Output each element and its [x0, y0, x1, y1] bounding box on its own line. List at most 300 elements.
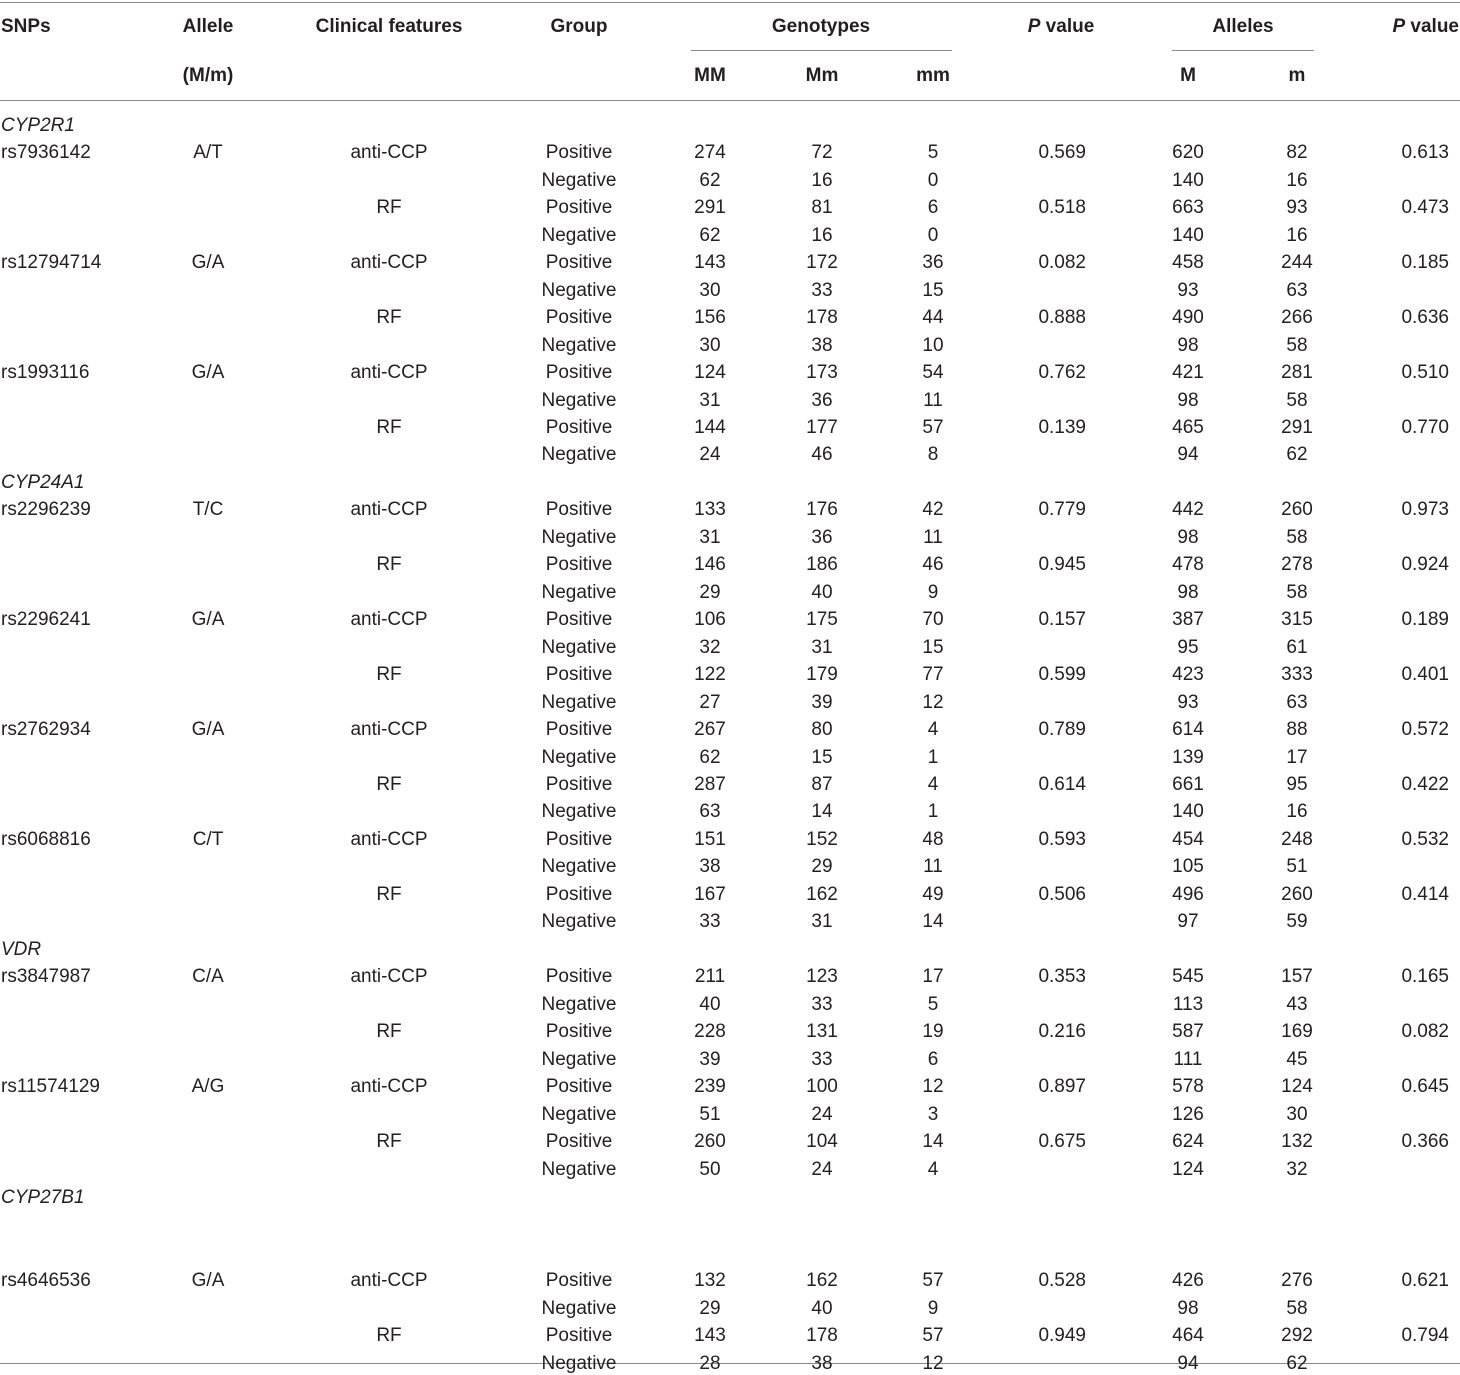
group-cell: Positive — [545, 142, 613, 164]
group-cell: Positive — [545, 828, 613, 850]
mm-upper-cell: 39 — [699, 1048, 721, 1070]
header-snps: SNPs — [1, 16, 51, 37]
alleles-rule — [1172, 50, 1314, 51]
mm-lower-cell: 4 — [927, 1158, 939, 1180]
p-value-genotype-cell: 0.599 — [1038, 664, 1086, 686]
mm-mixed-cell: 33 — [811, 279, 833, 301]
allele-cell: A/T — [193, 142, 223, 164]
p-value-genotype-cell: 0.614 — [1038, 773, 1086, 795]
group-cell: Positive — [545, 1076, 613, 1098]
m-lower-cell: 244 — [1281, 252, 1313, 274]
mm-mixed-cell: 15 — [811, 746, 833, 768]
p-value-allele-cell: 0.924 — [1401, 554, 1449, 576]
group-cell: Positive — [545, 416, 613, 438]
snp-id: rs4646536 — [1, 1270, 91, 1292]
mm-mixed-cell: 46 — [811, 444, 833, 466]
m-upper-cell: 95 — [1177, 636, 1199, 658]
mm-lower-cell: 44 — [922, 307, 944, 329]
p-value-genotype-cell: 0.518 — [1038, 197, 1086, 219]
clinical-feature-cell: RF — [376, 1131, 402, 1153]
clinical-feature-cell: RF — [376, 197, 402, 219]
allele-cell: G/A — [191, 362, 225, 384]
mm-upper-cell: 33 — [699, 911, 721, 933]
group-cell: Negative — [541, 636, 617, 658]
header-MM: MM — [694, 65, 726, 86]
mm-lower-cell: 14 — [922, 1131, 944, 1153]
mm-lower-cell: 12 — [922, 1352, 944, 1374]
p-italic: P — [1392, 16, 1406, 37]
mm-mixed-cell: 14 — [811, 801, 833, 823]
p-value-allele-cell: 0.082 — [1401, 1021, 1449, 1043]
p-value-allele-cell: 0.189 — [1401, 609, 1449, 631]
snp-id: rs1993116 — [1, 362, 90, 384]
gene-label: CYP2R1 — [1, 115, 75, 136]
m-lower-cell: 51 — [1286, 856, 1308, 878]
mm-mixed-cell: 87 — [811, 773, 833, 795]
p-value-genotype-cell: 0.528 — [1038, 1270, 1086, 1292]
clinical-feature-cell: anti-CCP — [350, 609, 428, 631]
group-cell: Positive — [545, 307, 613, 329]
mm-mixed-cell: 38 — [811, 334, 833, 356]
mm-lower-cell: 8 — [927, 444, 939, 466]
m-lower-cell: 58 — [1286, 389, 1308, 411]
mm-mixed-cell: 123 — [806, 966, 838, 988]
header-genotypes: Genotypes — [771, 16, 871, 37]
mm-mixed-cell: 177 — [806, 416, 838, 438]
m-upper-cell: 94 — [1177, 1352, 1199, 1374]
mm-mixed-cell: 176 — [806, 499, 838, 521]
mm-lower-cell: 0 — [927, 224, 939, 246]
group-cell: Positive — [545, 966, 613, 988]
header-m: m — [1288, 65, 1306, 86]
mm-upper-cell: 32 — [699, 636, 721, 658]
mm-upper-cell: 28 — [699, 1352, 721, 1374]
mm-mixed-cell: 36 — [811, 389, 833, 411]
m-lower-cell: 132 — [1281, 1131, 1313, 1153]
mm-lower-cell: 5 — [927, 142, 939, 164]
mm-lower-cell: 1 — [927, 801, 939, 823]
mm-upper-cell: 29 — [699, 581, 721, 603]
m-lower-cell: 124 — [1281, 1076, 1313, 1098]
m-lower-cell: 16 — [1286, 801, 1308, 823]
m-upper-cell: 93 — [1177, 691, 1199, 713]
p-value-allele-cell: 0.422 — [1401, 773, 1449, 795]
m-upper-cell: 423 — [1172, 664, 1204, 686]
group-cell: Negative — [541, 444, 617, 466]
group-cell: Positive — [545, 1270, 613, 1292]
top-rule — [0, 2, 1460, 3]
group-cell: Positive — [545, 1131, 613, 1153]
bottom-rule — [0, 1363, 1460, 1364]
m-lower-cell: 260 — [1281, 883, 1313, 905]
m-upper-cell: 93 — [1177, 279, 1199, 301]
clinical-feature-cell: RF — [376, 416, 402, 438]
mm-upper-cell: 40 — [699, 993, 721, 1015]
m-lower-cell: 260 — [1281, 499, 1313, 521]
m-lower-cell: 58 — [1286, 581, 1308, 603]
m-lower-cell: 58 — [1286, 526, 1308, 548]
mm-lower-cell: 5 — [927, 993, 939, 1015]
m-lower-cell: 95 — [1286, 773, 1308, 795]
mm-upper-cell: 156 — [694, 307, 726, 329]
m-upper-cell: 663 — [1172, 197, 1204, 219]
allele-cell: T/C — [192, 499, 224, 521]
mm-lower-cell: 36 — [922, 252, 944, 274]
m-upper-cell: 578 — [1172, 1076, 1204, 1098]
p-value-allele-cell: 0.473 — [1401, 197, 1449, 219]
mm-lower-cell: 6 — [927, 1048, 939, 1070]
m-upper-cell: 421 — [1172, 362, 1204, 384]
m-upper-cell: 126 — [1172, 1103, 1204, 1125]
mm-mixed-cell: 39 — [811, 691, 833, 713]
header-group: Group — [550, 16, 608, 37]
group-cell: Negative — [541, 526, 617, 548]
mm-lower-cell: 15 — [922, 279, 944, 301]
group-cell: Negative — [541, 1352, 617, 1374]
mm-upper-cell: 30 — [699, 279, 721, 301]
mm-upper-cell: 124 — [694, 362, 726, 384]
p-value-allele-cell: 0.621 — [1401, 1270, 1449, 1292]
m-lower-cell: 17 — [1286, 746, 1308, 768]
mm-upper-cell: 63 — [699, 801, 721, 823]
mm-mixed-cell: 31 — [811, 636, 833, 658]
mm-mixed-cell: 16 — [811, 169, 833, 191]
p-italic: P — [1027, 16, 1041, 37]
m-lower-cell: 157 — [1281, 966, 1313, 988]
m-upper-cell: 620 — [1172, 142, 1204, 164]
mm-upper-cell: 24 — [699, 444, 721, 466]
snp-id: rs2296239 — [1, 499, 91, 521]
gene-label: VDR — [1, 939, 42, 960]
p-value-genotype-cell: 0.216 — [1038, 1021, 1086, 1043]
p-value-genotype-cell: 0.506 — [1038, 883, 1086, 905]
mm-mixed-cell: 162 — [806, 883, 838, 905]
group-cell: Negative — [541, 389, 617, 411]
mm-lower-cell: 14 — [922, 911, 944, 933]
p-value-allele-cell: 0.165 — [1401, 966, 1449, 988]
m-lower-cell: 315 — [1281, 609, 1313, 631]
m-lower-cell: 266 — [1281, 307, 1313, 329]
m-upper-cell: 490 — [1172, 307, 1204, 329]
allele-cell: G/A — [191, 719, 225, 741]
mm-lower-cell: 3 — [927, 1103, 939, 1125]
mm-upper-cell: 239 — [694, 1076, 726, 1098]
p-value-genotype-cell: 0.082 — [1038, 252, 1086, 274]
clinical-feature-cell: anti-CCP — [350, 828, 428, 850]
p-value-allele-cell: 0.185 — [1401, 252, 1449, 274]
mm-lower-cell: 6 — [927, 197, 939, 219]
m-lower-cell: 291 — [1281, 416, 1313, 438]
mm-lower-cell: 1 — [927, 746, 939, 768]
mm-lower-cell: 9 — [927, 581, 939, 603]
mm-upper-cell: 267 — [694, 719, 726, 741]
m-lower-cell: 16 — [1286, 224, 1308, 246]
mm-mixed-cell: 40 — [811, 1297, 833, 1319]
mm-lower-cell: 48 — [922, 828, 944, 850]
mm-mixed-cell: 24 — [811, 1103, 833, 1125]
mm-lower-cell: 57 — [922, 416, 944, 438]
allele-cell: A/G — [191, 1076, 225, 1098]
clinical-feature-cell: RF — [376, 307, 402, 329]
header-Mm: Mm — [805, 65, 839, 86]
mm-lower-cell: 11 — [923, 526, 943, 548]
mm-mixed-cell: 173 — [806, 362, 838, 384]
p-value-label: value — [1405, 16, 1459, 37]
group-cell: Negative — [541, 1103, 617, 1125]
p-value-genotype-cell: 0.593 — [1038, 828, 1086, 850]
snp-id: rs3847987 — [1, 966, 91, 988]
m-lower-cell: 16 — [1286, 169, 1308, 191]
p-value-allele-cell: 0.770 — [1401, 416, 1449, 438]
mm-mixed-cell: 81 — [811, 197, 833, 219]
header-rule — [0, 100, 1460, 101]
mm-lower-cell: 11 — [923, 389, 943, 411]
m-lower-cell: 333 — [1281, 664, 1313, 686]
group-cell: Negative — [541, 169, 617, 191]
group-cell: Negative — [541, 1297, 617, 1319]
m-upper-cell: 98 — [1177, 334, 1199, 356]
mm-mixed-cell: 152 — [806, 828, 838, 850]
m-lower-cell: 32 — [1286, 1158, 1308, 1180]
m-upper-cell: 587 — [1172, 1021, 1204, 1043]
group-cell: Positive — [545, 197, 613, 219]
mm-lower-cell: 12 — [922, 1076, 944, 1098]
snp-id: rs2296241 — [1, 609, 91, 631]
mm-upper-cell: 51 — [699, 1103, 721, 1125]
mm-upper-cell: 122 — [694, 664, 726, 686]
m-lower-cell: 248 — [1281, 828, 1313, 850]
group-cell: Positive — [545, 664, 613, 686]
m-upper-cell: 464 — [1172, 1325, 1204, 1347]
clinical-feature-cell: anti-CCP — [350, 1076, 428, 1098]
snp-id: rs2762934 — [1, 719, 91, 741]
m-lower-cell: 292 — [1281, 1325, 1313, 1347]
mm-upper-cell: 143 — [694, 1325, 726, 1347]
p-value-allele-cell: 0.510 — [1401, 362, 1449, 384]
mm-upper-cell: 62 — [699, 224, 721, 246]
m-lower-cell: 82 — [1286, 142, 1308, 164]
clinical-feature-cell: anti-CCP — [350, 966, 428, 988]
m-lower-cell: 278 — [1281, 554, 1313, 576]
group-cell: Positive — [545, 252, 613, 274]
group-cell: Negative — [541, 224, 617, 246]
m-upper-cell: 124 — [1172, 1158, 1204, 1180]
m-upper-cell: 478 — [1172, 554, 1204, 576]
mm-lower-cell: 57 — [922, 1325, 944, 1347]
m-lower-cell: 169 — [1281, 1021, 1313, 1043]
m-upper-cell: 545 — [1172, 966, 1204, 988]
mm-upper-cell: 27 — [699, 691, 721, 713]
mm-upper-cell: 31 — [699, 526, 721, 548]
snp-id: rs7936142 — [1, 142, 91, 164]
m-lower-cell: 88 — [1286, 719, 1308, 741]
mm-lower-cell: 11 — [923, 856, 943, 878]
m-lower-cell: 62 — [1286, 1352, 1308, 1374]
mm-lower-cell: 19 — [922, 1021, 944, 1043]
header-p-value-alleles — [1392, 16, 1459, 38]
p-value-allele-cell: 0.794 — [1401, 1325, 1449, 1347]
group-cell: Positive — [545, 1325, 613, 1347]
m-lower-cell: 30 — [1286, 1103, 1308, 1125]
group-cell: Positive — [545, 773, 613, 795]
m-upper-cell: 98 — [1177, 581, 1199, 603]
clinical-feature-cell: anti-CCP — [350, 362, 428, 384]
mm-mixed-cell: 100 — [806, 1076, 838, 1098]
m-upper-cell: 139 — [1172, 746, 1204, 768]
mm-mixed-cell: 33 — [811, 1048, 833, 1070]
p-value-genotype-cell: 0.897 — [1038, 1076, 1086, 1098]
mm-upper-cell: 146 — [694, 554, 726, 576]
m-upper-cell: 442 — [1172, 499, 1204, 521]
gene-label: CYP27B1 — [1, 1187, 85, 1208]
mm-lower-cell: 54 — [922, 362, 944, 384]
p-value-allele-cell: 0.401 — [1401, 664, 1449, 686]
mm-upper-cell: 62 — [699, 169, 721, 191]
mm-lower-cell: 4 — [927, 773, 939, 795]
p-value-genotype-cell: 0.762 — [1038, 362, 1086, 384]
p-value-allele-cell: 0.572 — [1401, 719, 1449, 741]
group-cell: Negative — [541, 581, 617, 603]
p-value-allele-cell: 0.414 — [1401, 883, 1449, 905]
mm-upper-cell: 287 — [694, 773, 726, 795]
mm-mixed-cell: 38 — [811, 1352, 833, 1374]
clinical-feature-cell: RF — [376, 1325, 402, 1347]
mm-upper-cell: 211 — [694, 966, 726, 988]
mm-upper-cell: 151 — [694, 828, 726, 850]
m-lower-cell: 63 — [1286, 691, 1308, 713]
mm-lower-cell: 46 — [922, 554, 944, 576]
m-lower-cell: 43 — [1286, 993, 1308, 1015]
mm-upper-cell: 274 — [694, 142, 726, 164]
m-lower-cell: 62 — [1286, 444, 1308, 466]
group-cell: Negative — [541, 1048, 617, 1070]
clinical-feature-cell: RF — [376, 883, 402, 905]
mm-mixed-cell: 31 — [811, 911, 833, 933]
mm-upper-cell: 62 — [699, 746, 721, 768]
p-value-genotype-cell: 0.779 — [1038, 499, 1086, 521]
mm-upper-cell: 167 — [694, 883, 726, 905]
p-value-allele-cell: 0.366 — [1401, 1131, 1449, 1153]
m-upper-cell: 465 — [1172, 416, 1204, 438]
mm-lower-cell: 9 — [927, 1297, 939, 1319]
group-cell: Negative — [541, 801, 617, 823]
clinical-feature-cell: RF — [376, 773, 402, 795]
group-cell: Positive — [545, 1021, 613, 1043]
p-value-genotype-cell: 0.949 — [1038, 1325, 1086, 1347]
mm-mixed-cell: 179 — [806, 664, 838, 686]
m-upper-cell: 98 — [1177, 389, 1199, 411]
m-upper-cell: 140 — [1172, 169, 1204, 191]
mm-lower-cell: 70 — [922, 609, 944, 631]
mm-mixed-cell: 72 — [811, 142, 833, 164]
mm-upper-cell: 106 — [694, 609, 726, 631]
mm-mixed-cell: 80 — [811, 719, 833, 741]
clinical-feature-cell: anti-CCP — [350, 142, 428, 164]
m-upper-cell: 105 — [1172, 856, 1204, 878]
header-allele-sub: (M/m) — [182, 65, 234, 86]
mm-mixed-cell: 16 — [811, 224, 833, 246]
mm-mixed-cell: 24 — [811, 1158, 833, 1180]
m-upper-cell: 624 — [1172, 1131, 1204, 1153]
mm-mixed-cell: 104 — [806, 1131, 838, 1153]
allele-cell: G/A — [191, 252, 225, 274]
mm-lower-cell: 4 — [927, 719, 939, 741]
p-value-genotype-cell: 0.675 — [1038, 1131, 1086, 1153]
mm-lower-cell: 49 — [922, 883, 944, 905]
mm-lower-cell: 12 — [922, 691, 944, 713]
mm-lower-cell: 15 — [922, 636, 944, 658]
mm-lower-cell: 10 — [922, 334, 944, 356]
group-cell: Positive — [545, 362, 613, 384]
mm-mixed-cell: 29 — [811, 856, 833, 878]
m-upper-cell: 387 — [1172, 609, 1204, 631]
m-lower-cell: 276 — [1281, 1270, 1313, 1292]
m-upper-cell: 458 — [1172, 252, 1204, 274]
group-cell: Negative — [541, 1158, 617, 1180]
mm-upper-cell: 260 — [694, 1131, 726, 1153]
m-lower-cell: 58 — [1286, 334, 1308, 356]
m-lower-cell: 59 — [1286, 911, 1308, 933]
group-cell: Negative — [541, 691, 617, 713]
m-upper-cell: 98 — [1177, 526, 1199, 548]
p-value-genotype-cell: 0.888 — [1038, 307, 1086, 329]
clinical-feature-cell: anti-CCP — [350, 499, 428, 521]
header-mm: mm — [916, 65, 950, 86]
m-upper-cell: 140 — [1172, 801, 1204, 823]
snp-id: rs6068816 — [1, 828, 91, 850]
group-cell: Negative — [541, 746, 617, 768]
mm-mixed-cell: 186 — [806, 554, 838, 576]
m-upper-cell: 496 — [1172, 883, 1204, 905]
group-cell: Positive — [545, 883, 613, 905]
group-cell: Positive — [545, 554, 613, 576]
mm-mixed-cell: 36 — [811, 526, 833, 548]
m-upper-cell: 111 — [1173, 1048, 1203, 1070]
group-cell: Negative — [541, 334, 617, 356]
m-lower-cell: 281 — [1281, 362, 1313, 384]
mm-lower-cell: 0 — [927, 169, 939, 191]
gene-label: CYP24A1 — [1, 472, 85, 493]
group-cell: Positive — [545, 719, 613, 741]
p-value-genotype-cell: 0.157 — [1038, 609, 1086, 631]
mm-upper-cell: 291 — [694, 197, 726, 219]
header-p-value-genotypes — [1028, 16, 1095, 38]
mm-upper-cell: 38 — [699, 856, 721, 878]
group-cell: Negative — [541, 856, 617, 878]
m-upper-cell: 98 — [1177, 1297, 1199, 1319]
p-value-allele-cell: 0.613 — [1401, 142, 1449, 164]
p-value-allele-cell: 0.636 — [1401, 307, 1449, 329]
p-value-genotype-cell: 0.789 — [1038, 719, 1086, 741]
genotypes-rule — [691, 50, 952, 51]
mm-lower-cell: 57 — [922, 1270, 944, 1292]
p-value-label: value — [1040, 16, 1095, 37]
m-lower-cell: 58 — [1286, 1297, 1308, 1319]
allele-cell: G/A — [191, 1270, 225, 1292]
p-value-genotype-cell: 0.353 — [1038, 966, 1086, 988]
p-value-genotype-cell: 0.945 — [1038, 554, 1086, 576]
m-upper-cell: 614 — [1172, 719, 1204, 741]
allele-cell: G/A — [191, 609, 225, 631]
mm-lower-cell: 77 — [922, 664, 944, 686]
mm-upper-cell: 228 — [694, 1021, 726, 1043]
mm-mixed-cell: 172 — [806, 252, 838, 274]
m-lower-cell: 45 — [1286, 1048, 1308, 1070]
m-upper-cell: 426 — [1172, 1270, 1204, 1292]
p-value-allele-cell: 0.973 — [1401, 499, 1449, 521]
m-lower-cell: 61 — [1286, 636, 1308, 658]
m-upper-cell: 140 — [1172, 224, 1204, 246]
